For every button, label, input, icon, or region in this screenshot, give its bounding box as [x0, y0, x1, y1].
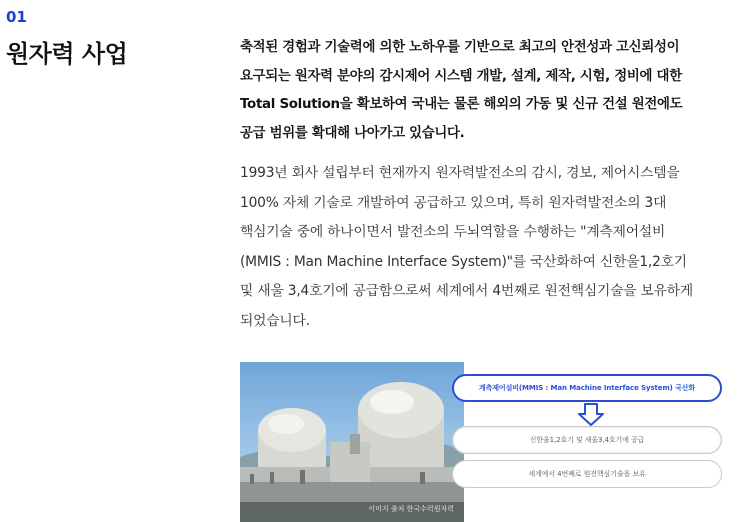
section-number: 01 — [6, 8, 27, 26]
achievement-step-label: 세계에서 4번째로 원전핵심기술을 보유 — [528, 470, 646, 478]
lead-paragraph: 축적된 경험과 기술력에 의한 노하우를 기반으로 최고의 안전성과 고신뢰성이 요구되는 원자력 분야의 감시제어 시스템 개발, 설계, 제작, 시험, 정비에 대한 Total Solution을 확보하여 국내는 물론 해외의 가동 및 신규 건설 원전에도 공급 범위를 확대해 나아가고 있습니다. — [240, 40, 683, 141]
supply-step-label: 신한울1,2호기 및 새울3,4호기에 공급 — [529, 436, 645, 444]
achievement-step-pill — [452, 460, 722, 488]
mmis-localization-pill — [452, 374, 722, 402]
down-arrow-icon — [577, 403, 605, 427]
nuclear-plant-illustration — [240, 362, 464, 522]
photo-caption: 이미지 출처 한국수력원자력 — [368, 505, 454, 513]
body-paragraph: 1993년 회사 설립부터 현재까지 원자력발전소의 감시, 경보, 제어시스템을 100% 자체 기술로 개발하여 공급하고 있으며, 특히 원자력발전소의 3대 핵심기술 중에 하나이면서 발전소의 두뇌역할을 수행하는 "계측제어설비 (MMIS : Man Machine Interface System)"를 국산화하여 신한울1,2호기 및 새울 3,4호기에 공급함으로써 세계에서 4번째로 원전핵심기술을 보유하게 되었습니다. — [240, 165, 694, 329]
mmis-diagram — [452, 374, 727, 494]
nuclear-plant-photo — [240, 362, 464, 522]
supply-step-pill — [452, 426, 722, 454]
section-title: 원자력 사업 — [6, 40, 128, 68]
mmis-localization-label: 계측제어설비(MMIS : Man Machine Interface System) 국산화 — [478, 384, 696, 392]
